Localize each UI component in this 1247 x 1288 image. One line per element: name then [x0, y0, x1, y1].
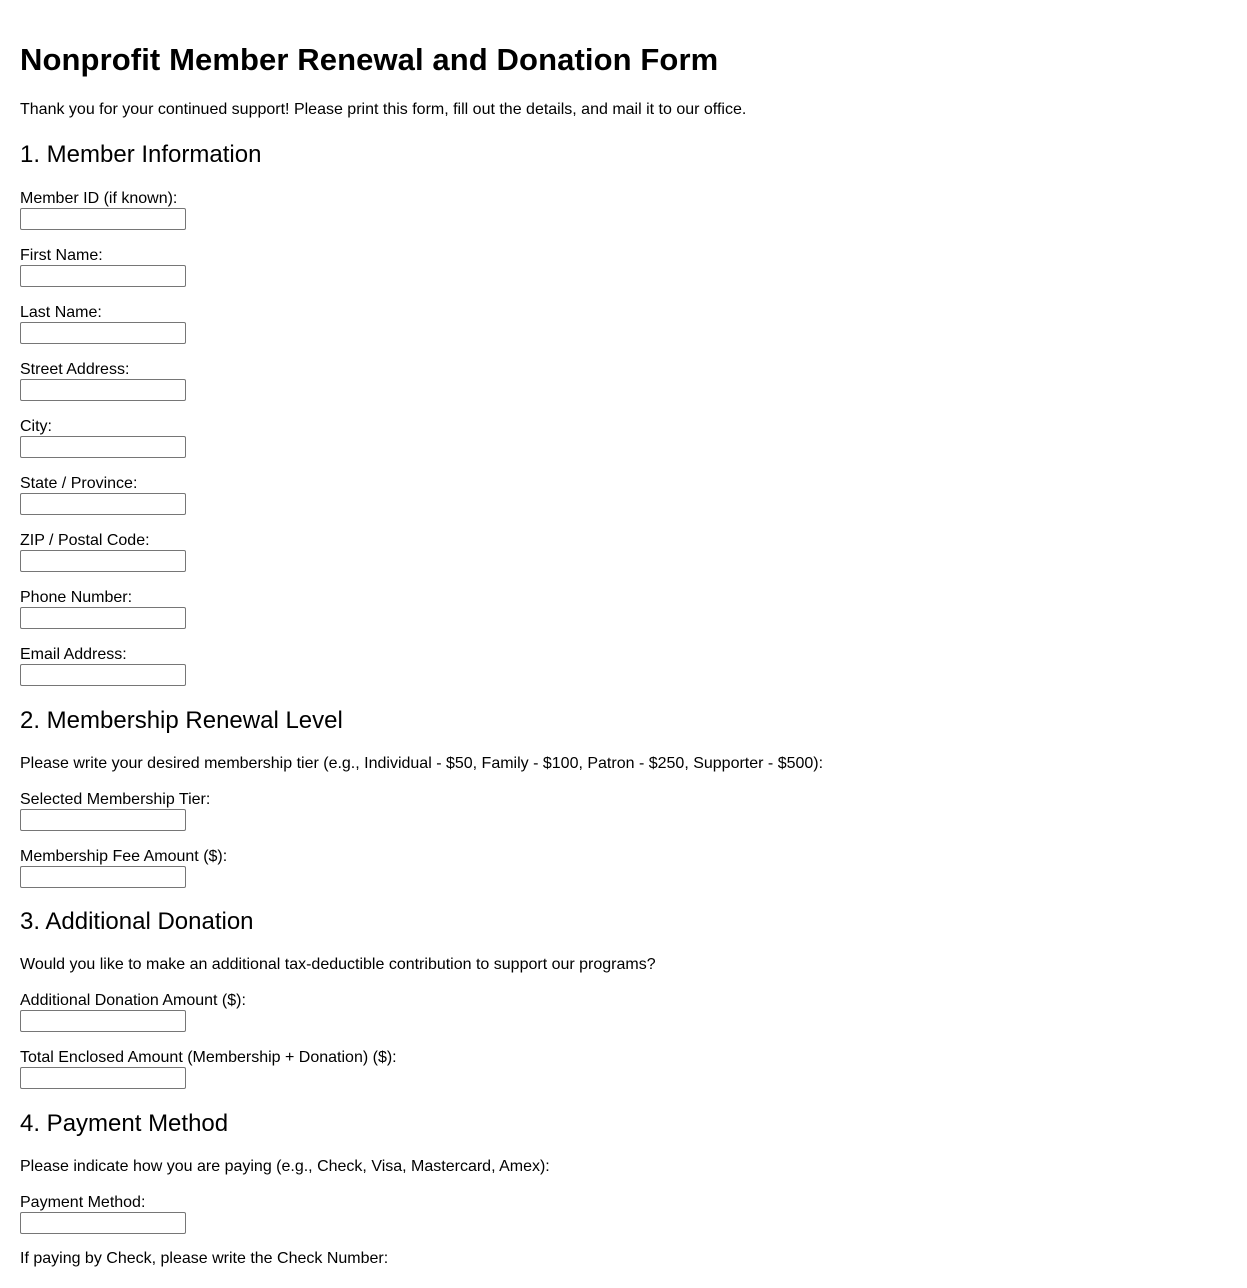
field-label: ZIP / Postal Code:: [20, 532, 150, 549]
field-label: Phone Number:: [20, 589, 133, 606]
field-zip-postal-code: [20, 531, 186, 572]
section-title-membership-renewal: 2. Membership Renewal Level: [20, 707, 343, 734]
email-address-input[interactable]: [20, 664, 186, 686]
field-phone-number: [20, 588, 186, 629]
state-province-input[interactable]: [20, 493, 186, 515]
street-address-input[interactable]: [20, 379, 186, 401]
field-last-name: [20, 303, 186, 344]
field-first-name: [20, 246, 186, 287]
section-title-payment-method: 4. Payment Method: [20, 1110, 229, 1137]
section-title-member-information: 1. Member Information: [20, 141, 262, 168]
donation-note: Would you like to make an additional tax-deductible contribution to support our programs?: [20, 956, 656, 973]
field-label: Street Address:: [20, 361, 130, 378]
intro-text: Thank you for your continued support! Please print this form, fill out the details, and mail it to our office.: [20, 101, 747, 118]
member-id-input[interactable]: [20, 208, 186, 230]
membership-tier-input[interactable]: [20, 809, 186, 831]
field-email-address: [20, 645, 186, 686]
membership-tier-note: Please write your desired membership tier (e.g., Individual - $50, Family - $100, Patron - $250, Supporter - $500):: [20, 755, 824, 772]
city-input[interactable]: [20, 436, 186, 458]
field-city: [20, 417, 186, 458]
field-street-address: [20, 360, 186, 401]
field-label: City:: [20, 418, 52, 435]
membership-fee-input[interactable]: [20, 866, 186, 888]
field-selected-membership-tier: [20, 790, 210, 831]
payment-method-input[interactable]: [20, 1212, 186, 1234]
field-membership-fee-amount: [20, 847, 227, 888]
field-payment-method: [20, 1193, 186, 1234]
field-label: Member ID (if known):: [20, 190, 178, 207]
field-additional-donation-amount: [20, 991, 246, 1032]
first-name-input[interactable]: [20, 265, 186, 287]
field-state-province: [20, 474, 186, 515]
page-title: Nonprofit Member Renewal and Donation Form: [20, 42, 719, 77]
field-total-enclosed-amount: [20, 1048, 397, 1089]
field-label: First Name:: [20, 247, 103, 264]
check-number-note: If paying by Check, please write the Check Number:: [20, 1250, 389, 1267]
field-label: Membership Fee Amount ($):: [20, 848, 228, 865]
field-label: Last Name:: [20, 304, 102, 321]
field-member-id: [20, 189, 186, 230]
field-label: State / Province:: [20, 475, 138, 492]
additional-donation-input[interactable]: [20, 1010, 186, 1032]
field-label: Additional Donation Amount ($):: [20, 992, 246, 1009]
section-title-additional-donation: 3. Additional Donation: [20, 908, 254, 935]
zip-postal-code-input[interactable]: [20, 550, 186, 572]
field-label: Total Enclosed Amount (Membership + Donation) ($):: [20, 1049, 397, 1066]
phone-number-input[interactable]: [20, 607, 186, 629]
payment-method-note: Please indicate how you are paying (e.g., Check, Visa, Mastercard, Amex):: [20, 1158, 550, 1175]
field-label: Selected Membership Tier:: [20, 791, 211, 808]
last-name-input[interactable]: [20, 322, 186, 344]
total-enclosed-input[interactable]: [20, 1067, 186, 1089]
field-label: Payment Method:: [20, 1194, 146, 1211]
field-label: Email Address:: [20, 646, 127, 663]
